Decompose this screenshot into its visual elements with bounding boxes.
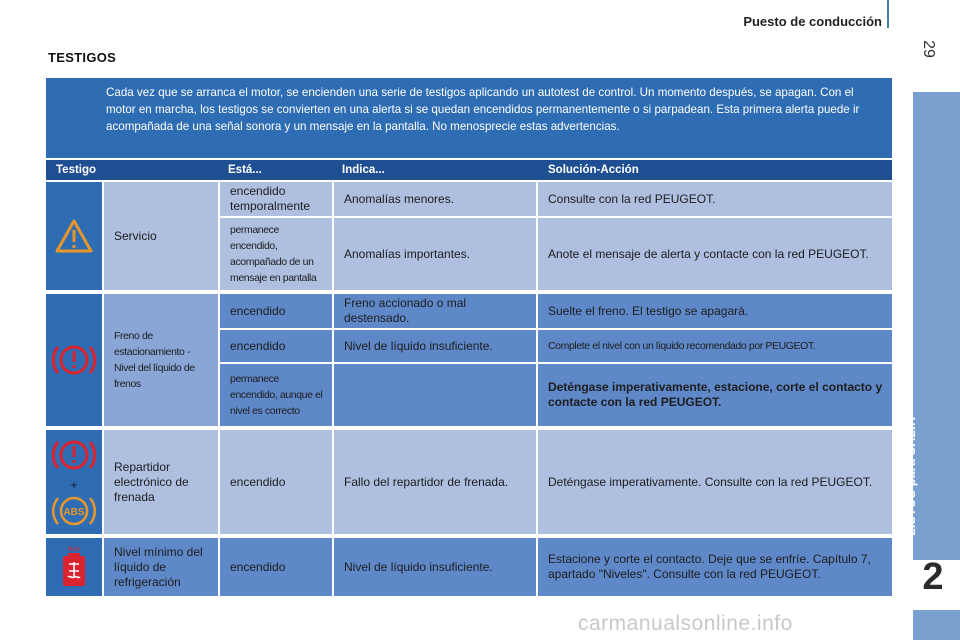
table-cell-indicates: Freno accionado o mal destensado. [334, 294, 536, 328]
page-header-title: Puesto de conducción [743, 14, 882, 29]
group-name-refrigeracion: Nivel mínimo del líquido de refrigeración [104, 538, 218, 596]
column-header-indica: Indica... [342, 164, 385, 176]
page-number: 29 [920, 40, 937, 58]
table-header-row [46, 160, 892, 180]
header-rule [887, 0, 889, 28]
warning-icon-cell [46, 182, 102, 290]
abs-icon [53, 498, 95, 524]
brake-abs-icon-cell [46, 430, 102, 534]
table-cell-state: encendido [220, 294, 332, 328]
brake-abs-icon [50, 433, 98, 531]
table-cell-state: encendido temporalmente [220, 182, 332, 216]
group-name-servicio: Servicio [104, 182, 218, 290]
table-cell-indicates: Fallo del repartidor de frenada. [334, 430, 536, 534]
table-cell-indicates: Anomalías menores. [334, 182, 536, 216]
max-label: MAX [67, 547, 81, 553]
table-cell-action: Deténgase imperativamente, estacione, corte el contacto y contacte con la red PEUGEOT. [538, 364, 892, 426]
table-cell-action: Suelte el freno. El testigo se apagará. [538, 294, 892, 328]
table-cell-action: Estacione y corte el contacto. Deje que se enfríe. Capítulo 7, apartado "Niveles". Consulte con la red PEUGEOT. [538, 538, 892, 596]
table-cell-state: encendido [220, 538, 332, 596]
table-cell-indicates: Nivel de líquido insuficiente. [334, 330, 536, 362]
table-cell-indicates [334, 364, 536, 426]
intro-text: Cada vez que se arranca el motor, se encienden una serie de testigos aplicando un autotest de control. Un momento después, se apagan. Con el motor en marcha, los testigos se convierten en una alerta si se quedan encendidos permanentemente o si parpadean. Esta primera alerta puede ir acompañada de una señal sonora y un mensaje en la pantalla. No menosprecie estas advertencias. [106, 86, 860, 133]
table-cell-action: Deténgase imperativamente. Consulte con la red PEUGEOT. [538, 430, 892, 534]
table-cell-indicates: Anomalías importantes. [334, 218, 536, 290]
chapter-number: 2 [922, 556, 944, 598]
table-cell-state: encendido [220, 430, 332, 534]
brake-icon-cell [46, 294, 102, 426]
table-cell-state: encendido [220, 330, 332, 362]
brake-warning-icon [53, 442, 95, 468]
coolant-icon-cell [46, 538, 102, 596]
coolant-level-icon [59, 544, 89, 590]
column-header-solucion: Solución-Acción [548, 164, 639, 176]
chapter-label: LISTOS para SALIR [904, 416, 918, 536]
group-name-freno: Freno de estacionamiento - Nivel del líquido de frenos [104, 294, 218, 426]
table-cell-action: Complete el nivel con un líquido recomendado por PEUGEOT. [538, 330, 892, 362]
watermark: carmanualsonline.info [578, 612, 793, 635]
abs-label: ABS [63, 507, 85, 518]
table-cell-action: Consulte con la red PEUGEOT. [538, 182, 892, 216]
intro-box [46, 78, 892, 158]
table-cell-state: permanece encendido, acompañado de un mensaje en pantalla [220, 218, 332, 290]
section-title: TESTIGOS [48, 50, 117, 65]
table-cell-state: permanece encendido, aunque el nivel es correcto [220, 364, 332, 426]
table-cell-action: Anote el mensaje de alerta y contacte con la red PEUGEOT. [538, 218, 892, 290]
group-name-repartidor: Repartidor electrónico de frenada [104, 430, 218, 534]
column-header-esta: Está... [228, 164, 262, 176]
brake-warning-icon [50, 340, 98, 380]
column-header-testigo: Testigo [56, 164, 97, 176]
warning-triangle-icon [54, 218, 94, 254]
plus-sign: + [70, 478, 78, 492]
table-cell-indicates: Nivel de líquido insuficiente. [334, 538, 536, 596]
